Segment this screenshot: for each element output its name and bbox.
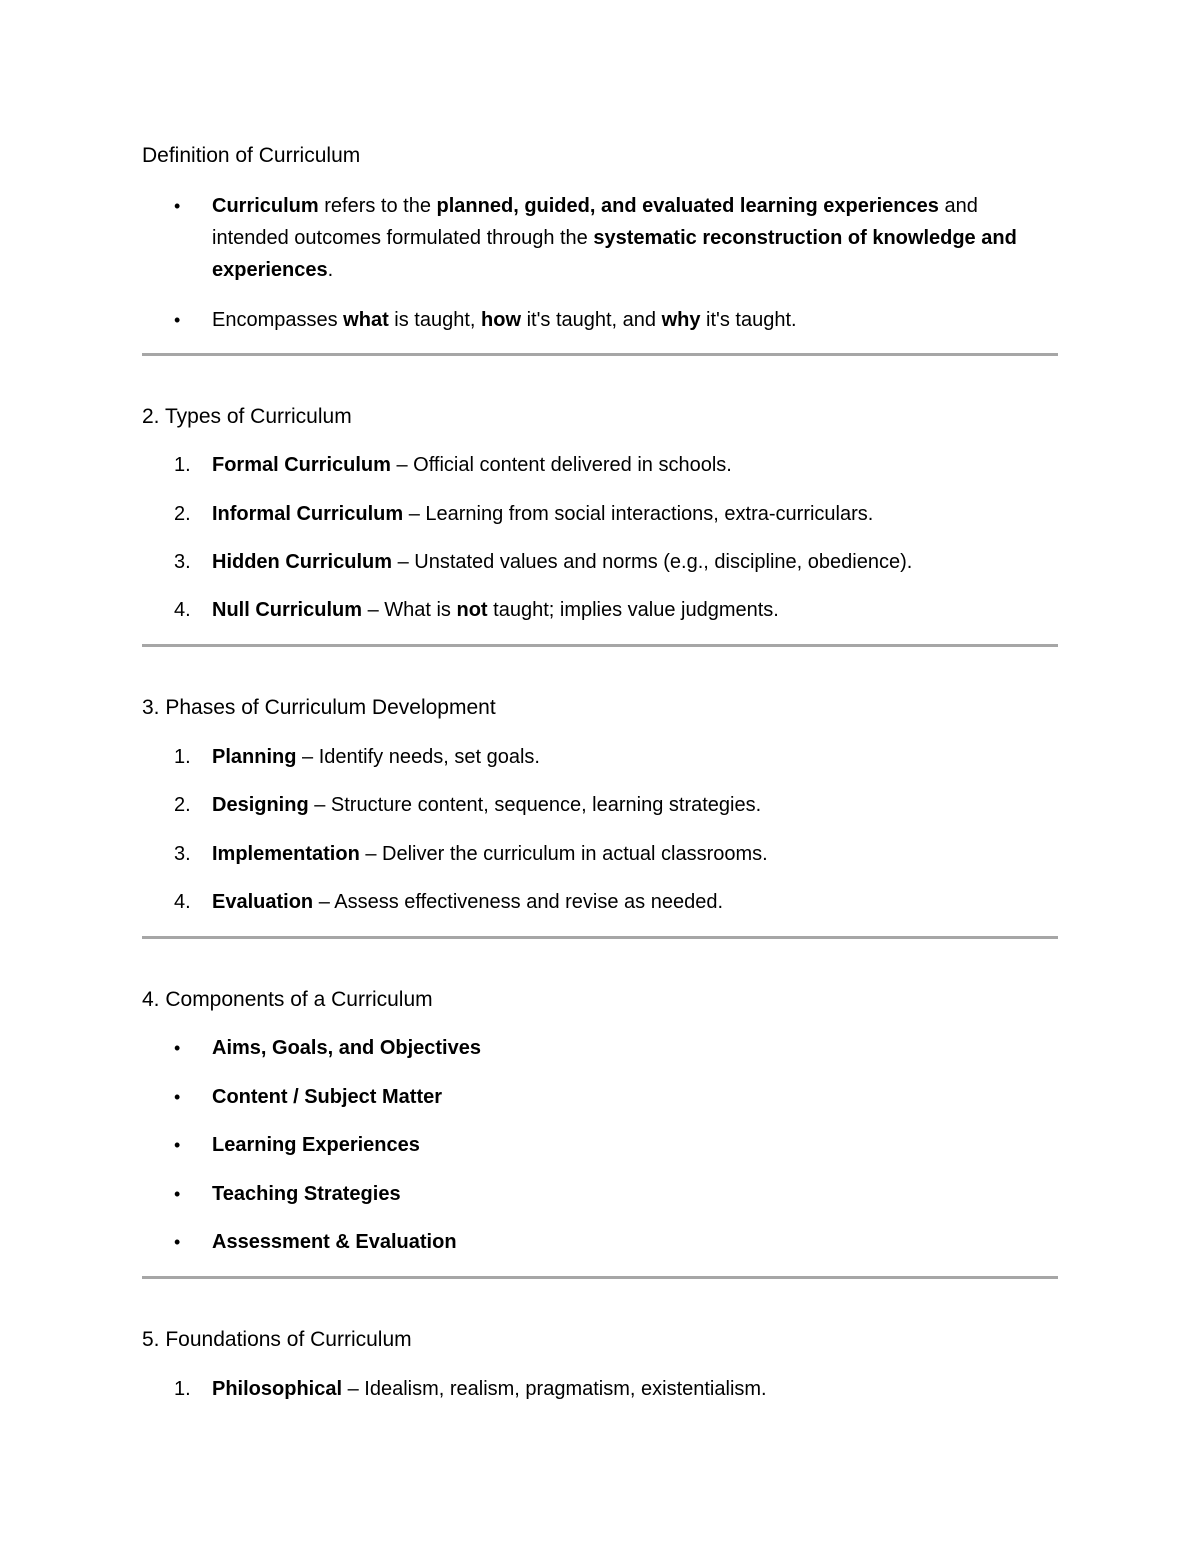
bullet-icon: • (174, 1038, 181, 1058)
description: – Idealism, realism, pragmatism, existentialism. (342, 1378, 767, 1400)
list-number: 1. (174, 746, 191, 768)
horizontal-rule (142, 353, 1058, 356)
horizontal-rule (142, 1276, 1058, 1279)
bullet-icon: • (174, 196, 181, 216)
list-number: 1. (174, 1378, 191, 1400)
list-item-designing (174, 789, 1052, 821)
term: Planning (212, 746, 297, 768)
text-bold: Curriculum (212, 195, 319, 217)
bullet-icon: • (174, 1232, 181, 1252)
list-number: 4. (174, 891, 191, 913)
bullet-icon: • (174, 1184, 181, 1204)
list-number: 1. (174, 454, 191, 476)
section-title-types: 2. Types of Curriculum (142, 405, 352, 428)
term: Formal Curriculum (212, 454, 391, 476)
description: – Learning from social interactions, extra-curriculars. (403, 503, 874, 525)
horizontal-rule (142, 644, 1058, 647)
section-title-phases: 3. Phases of Curriculum Development (142, 696, 496, 719)
text: and intended outcomes formulated through the (212, 195, 978, 249)
list-number: 2. (174, 503, 191, 525)
description: – What is (362, 599, 457, 621)
term: Teaching Strategies (212, 1183, 401, 1205)
bullet-icon: • (174, 1087, 181, 1107)
text: is taught, (388, 309, 482, 331)
text-bold: planned, guided, and evaluated learning experiences (436, 195, 939, 217)
section-title-components: 4. Components of a Curriculum (142, 988, 433, 1011)
list-number: 4. (174, 599, 191, 621)
bullet-icon: • (174, 310, 181, 330)
term: Learning Experiences (212, 1134, 420, 1156)
text-bold: what (343, 309, 389, 331)
list-item-teaching-strategies (174, 1178, 1052, 1210)
bullet-icon: • (174, 1135, 181, 1155)
list-item-null-curriculum (174, 594, 1052, 626)
term: Designing (212, 794, 309, 816)
section-title-foundations: 5. Foundations of Curriculum (142, 1328, 412, 1351)
list-item-formal-curriculum (174, 449, 1052, 481)
list-item-aims-goals-objectives (174, 1032, 1052, 1064)
text: it's taught, and (521, 309, 662, 331)
text-bold: why (661, 309, 701, 331)
list-number: 2. (174, 794, 191, 816)
list-item-informal-curriculum (174, 498, 1052, 530)
description: – Unstated values and norms (e.g., discipline, obedience). (392, 551, 913, 573)
text: refers to the (318, 195, 437, 217)
text-bold: not (456, 599, 488, 621)
term: Evaluation (212, 891, 314, 913)
description: – Structure content, sequence, learning strategies. (308, 794, 762, 816)
term: Content / Subject Matter (212, 1086, 443, 1108)
list-item-implementation (174, 838, 1052, 870)
text: it's taught. (700, 309, 797, 331)
description: – Assess effectiveness and revise as needed. (313, 891, 724, 913)
text: . (327, 259, 334, 281)
list-item-assessment-evaluation (174, 1226, 1052, 1258)
description: – Deliver the curriculum in actual classrooms. (359, 843, 768, 865)
text-bold: how (481, 309, 522, 331)
term: Informal Curriculum (212, 503, 404, 525)
description: – Identify needs, set goals. (296, 746, 540, 768)
list-item-planning (174, 741, 1052, 773)
list-item-philosophical (174, 1373, 1052, 1405)
term: Aims, Goals, and Objectives (212, 1037, 481, 1059)
list-number: 3. (174, 843, 191, 865)
section-title-definition: Definition of Curriculum (142, 144, 361, 167)
text-bold: systematic reconstruction of knowledge and experiences (212, 227, 1017, 281)
term: Null Curriculum (212, 599, 363, 621)
list-item-encompasses (174, 304, 1052, 336)
horizontal-rule (142, 936, 1058, 939)
term: Implementation (212, 843, 360, 865)
description: taught; implies value judgments. (487, 599, 779, 621)
term: Hidden Curriculum (212, 551, 393, 573)
list-item-hidden-curriculum (174, 546, 1052, 578)
list-item-content-subject-matter (174, 1081, 1052, 1113)
list-item-curriculum-definition (174, 190, 1052, 286)
list-item-evaluation (174, 886, 1052, 918)
term: Assessment & Evaluation (212, 1231, 457, 1253)
text: Encompasses (212, 309, 344, 331)
list-item-learning-experiences (174, 1129, 1052, 1161)
list-number: 3. (174, 551, 191, 573)
term: Philosophical (212, 1378, 343, 1400)
description: – Official content delivered in schools. (390, 454, 732, 476)
